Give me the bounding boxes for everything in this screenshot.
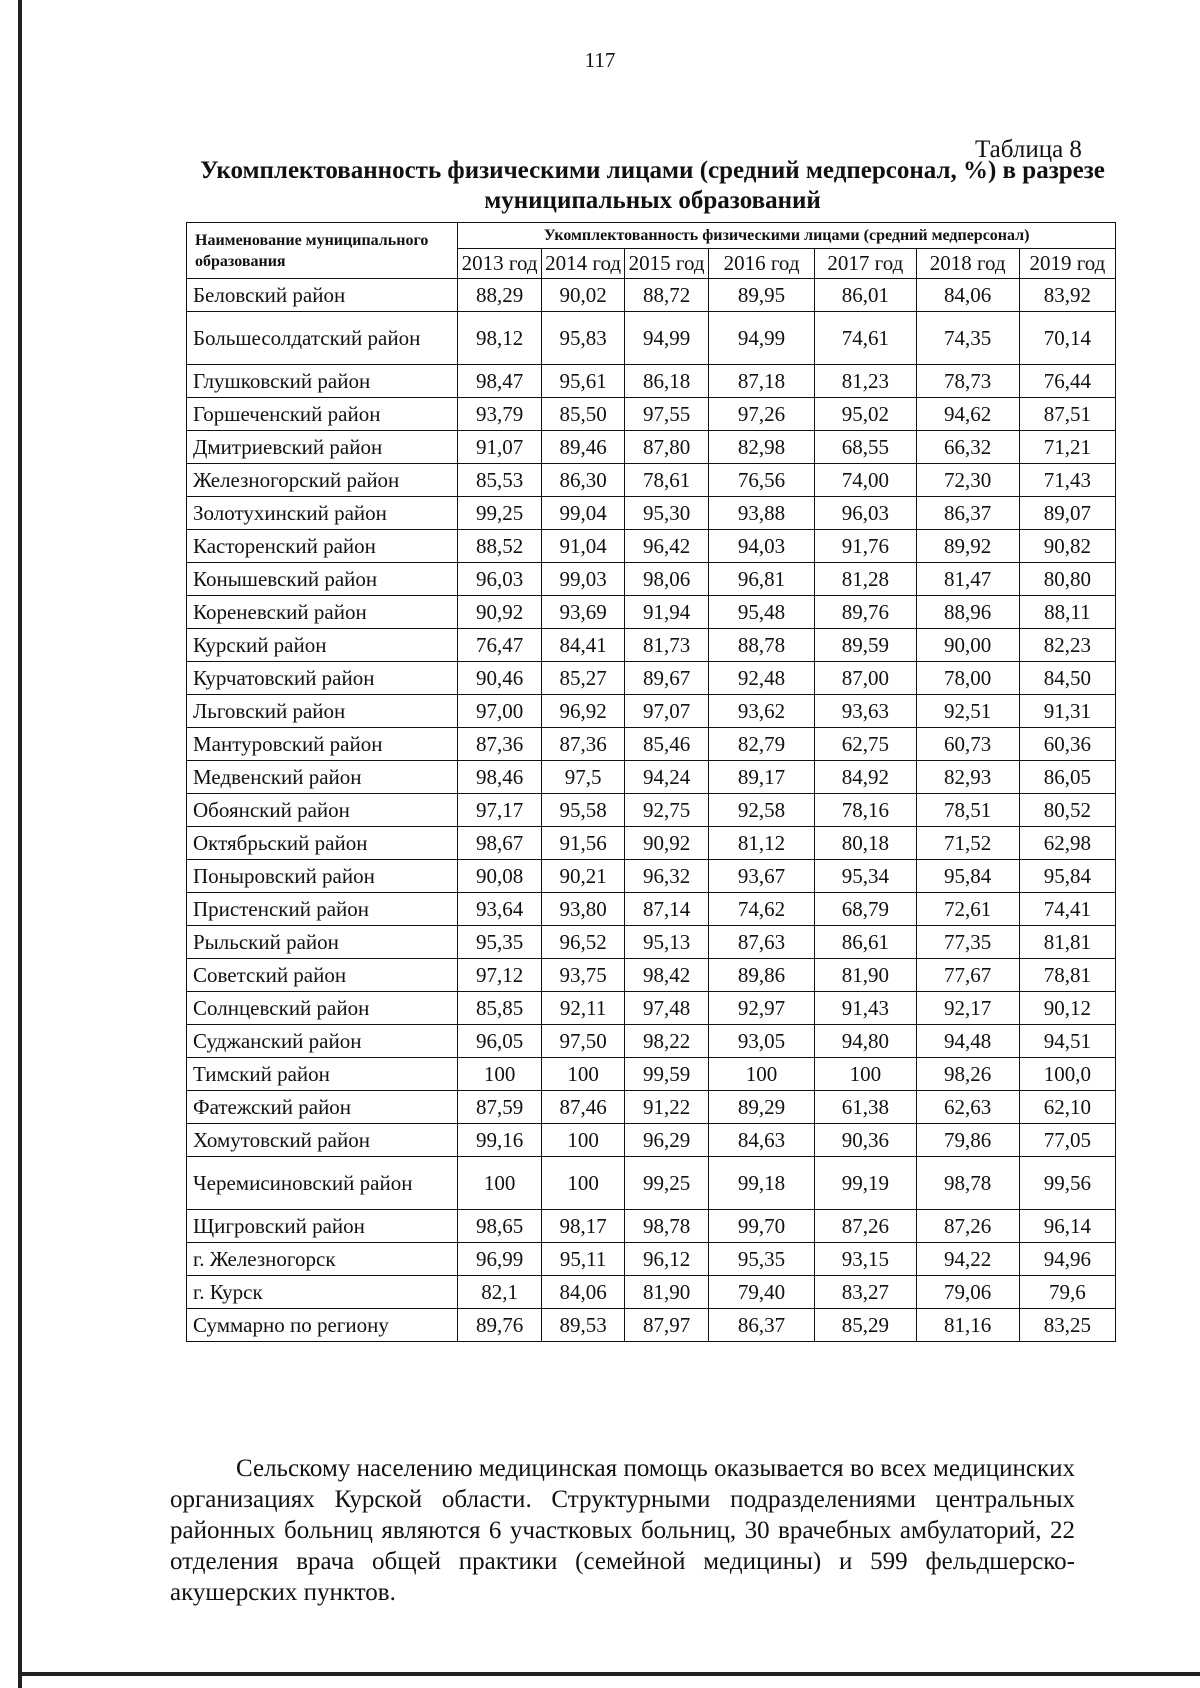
table-row [187, 992, 1116, 1025]
district-name-cell: Суджанский район [187, 1025, 458, 1058]
value-cell: 84,63 [708, 1124, 814, 1157]
value-cell: 74,62 [708, 893, 814, 926]
value-cell: 91,56 [541, 827, 624, 860]
value-cell: 79,86 [916, 1124, 1019, 1157]
district-name-cell: Касторенский район [187, 530, 458, 563]
year-header: 2013 год [458, 249, 541, 279]
value-cell: 81,12 [708, 827, 814, 860]
year-header: 2017 год [815, 249, 916, 279]
district-name-cell: г. Курск [187, 1276, 458, 1309]
value-cell: 88,52 [458, 530, 541, 563]
year-header: 2016 год [708, 249, 814, 279]
value-cell: 86,18 [625, 365, 708, 398]
value-cell: 94,03 [708, 530, 814, 563]
value-cell: 96,14 [1019, 1210, 1115, 1243]
table-row [187, 926, 1116, 959]
value-cell: 96,92 [541, 695, 624, 728]
scan-edge-bottom [18, 1672, 1200, 1676]
value-cell: 99,59 [625, 1058, 708, 1091]
value-cell: 96,32 [625, 860, 708, 893]
value-cell: 94,99 [625, 312, 708, 365]
value-cell: 70,14 [1019, 312, 1115, 365]
district-name-cell: Курский район [187, 629, 458, 662]
value-cell: 77,05 [1019, 1124, 1115, 1157]
value-cell: 87,51 [1019, 398, 1115, 431]
table-row [187, 1124, 1116, 1157]
value-cell: 86,37 [916, 497, 1019, 530]
value-cell: 84,06 [916, 279, 1019, 312]
table-header-row [187, 223, 1116, 249]
table-row [187, 279, 1116, 312]
value-cell: 74,41 [1019, 893, 1115, 926]
value-cell: 83,92 [1019, 279, 1115, 312]
value-cell: 87,14 [625, 893, 708, 926]
value-cell: 88,11 [1019, 596, 1115, 629]
value-cell: 93,80 [541, 893, 624, 926]
value-cell: 90,36 [815, 1124, 916, 1157]
value-cell: 90,12 [1019, 992, 1115, 1025]
value-cell: 91,31 [1019, 695, 1115, 728]
year-header: 2018 год [916, 249, 1019, 279]
value-cell: 86,05 [1019, 761, 1115, 794]
value-cell: 99,25 [458, 497, 541, 530]
value-cell: 78,81 [1019, 959, 1115, 992]
table-row [187, 761, 1116, 794]
table-row [187, 563, 1116, 596]
value-cell: 82,93 [916, 761, 1019, 794]
value-cell: 71,52 [916, 827, 1019, 860]
table-row [187, 959, 1116, 992]
value-cell: 91,43 [815, 992, 916, 1025]
value-cell: 97,50 [541, 1025, 624, 1058]
value-cell: 94,48 [916, 1025, 1019, 1058]
value-cell: 83,27 [815, 1276, 916, 1309]
value-cell: 62,10 [1019, 1091, 1115, 1124]
value-cell: 96,12 [625, 1243, 708, 1276]
value-cell: 90,92 [458, 596, 541, 629]
value-cell: 85,53 [458, 464, 541, 497]
value-cell: 85,27 [541, 662, 624, 695]
value-cell: 90,21 [541, 860, 624, 893]
value-cell: 95,48 [708, 596, 814, 629]
value-cell: 98,65 [458, 1210, 541, 1243]
value-cell: 81,16 [916, 1309, 1019, 1342]
district-name-cell: Льговский район [187, 695, 458, 728]
value-cell: 96,52 [541, 926, 624, 959]
table-row [187, 794, 1116, 827]
value-cell: 93,67 [708, 860, 814, 893]
table-row [187, 662, 1116, 695]
value-cell: 93,05 [708, 1025, 814, 1058]
value-cell: 96,99 [458, 1243, 541, 1276]
district-name-cell: Поныровский район [187, 860, 458, 893]
district-name-cell: Рыльский район [187, 926, 458, 959]
value-cell: 80,18 [815, 827, 916, 860]
value-cell: 87,97 [625, 1309, 708, 1342]
district-name-cell: Большесолдатский район [187, 312, 458, 365]
value-cell: 92,48 [708, 662, 814, 695]
value-cell: 92,97 [708, 992, 814, 1025]
value-cell: 86,61 [815, 926, 916, 959]
value-cell: 71,43 [1019, 464, 1115, 497]
district-name-cell: Беловский район [187, 279, 458, 312]
value-cell: 77,67 [916, 959, 1019, 992]
value-cell: 80,52 [1019, 794, 1115, 827]
value-cell: 74,61 [815, 312, 916, 365]
year-header: 2019 год [1019, 249, 1115, 279]
value-cell: 89,29 [708, 1091, 814, 1124]
table-row [187, 629, 1116, 662]
value-cell: 99,56 [1019, 1157, 1115, 1210]
value-cell: 94,24 [625, 761, 708, 794]
value-cell: 85,50 [541, 398, 624, 431]
value-cell: 96,42 [625, 530, 708, 563]
staffing-table [186, 222, 1116, 1342]
district-name-cell: Железногорский район [187, 464, 458, 497]
value-cell: 98,06 [625, 563, 708, 596]
value-cell: 88,96 [916, 596, 1019, 629]
table-row [187, 860, 1116, 893]
value-cell: 98,17 [541, 1210, 624, 1243]
value-cell: 87,26 [815, 1210, 916, 1243]
value-cell: 89,86 [708, 959, 814, 992]
value-cell: 93,63 [815, 695, 916, 728]
value-cell: 79,06 [916, 1276, 1019, 1309]
value-cell: 76,47 [458, 629, 541, 662]
value-cell: 87,18 [708, 365, 814, 398]
table-row [187, 464, 1116, 497]
value-cell: 87,36 [458, 728, 541, 761]
table-row [187, 827, 1116, 860]
value-cell: 76,44 [1019, 365, 1115, 398]
value-cell: 62,98 [1019, 827, 1115, 860]
table-row [187, 1243, 1116, 1276]
district-name-cell: Обоянский район [187, 794, 458, 827]
value-cell: 78,61 [625, 464, 708, 497]
paragraph-text: Сельскому населению медицинская помощь оказывается во всех медицинских организациях Курской области. Структурными подразделениями центральных районных больниц являются 6 участковых больниц, 30 врачебных амбулаторий, 22 отделения врача общей практики (семейной медицины) и 599 фельдшерско-акушерских пунктов. [170, 1455, 1075, 1606]
value-cell: 78,16 [815, 794, 916, 827]
value-cell: 100 [458, 1058, 541, 1091]
value-cell: 89,53 [541, 1309, 624, 1342]
value-cell: 95,84 [916, 860, 1019, 893]
value-cell: 88,29 [458, 279, 541, 312]
value-cell: 90,92 [625, 827, 708, 860]
value-cell: 100 [541, 1058, 624, 1091]
table-row [187, 1276, 1116, 1309]
value-cell: 100,0 [1019, 1058, 1115, 1091]
value-cell: 99,18 [708, 1157, 814, 1210]
value-cell: 92,51 [916, 695, 1019, 728]
value-cell: 92,58 [708, 794, 814, 827]
value-cell: 97,5 [541, 761, 624, 794]
table-row [187, 312, 1116, 365]
value-cell: 81,90 [625, 1276, 708, 1309]
district-name-cell: Медвенский район [187, 761, 458, 794]
value-cell: 78,51 [916, 794, 1019, 827]
table-row [187, 431, 1116, 464]
table-row [187, 1025, 1116, 1058]
value-cell: 98,78 [916, 1157, 1019, 1210]
value-cell: 60,73 [916, 728, 1019, 761]
table-row [187, 1210, 1116, 1243]
table-row [187, 530, 1116, 563]
value-cell: 94,51 [1019, 1025, 1115, 1058]
value-cell: 87,80 [625, 431, 708, 464]
value-cell: 95,30 [625, 497, 708, 530]
value-cell: 95,83 [541, 312, 624, 365]
value-cell: 98,26 [916, 1058, 1019, 1091]
value-cell: 90,00 [916, 629, 1019, 662]
table-row [187, 1091, 1116, 1124]
value-cell: 100 [541, 1124, 624, 1157]
value-cell: 96,81 [708, 563, 814, 596]
value-cell: 71,21 [1019, 431, 1115, 464]
table-title: Укомплектованность физическими лицами (средний медперсонал, %) в разрезе муниципальных образований [200, 157, 1105, 214]
value-cell: 93,75 [541, 959, 624, 992]
value-cell: 98,78 [625, 1210, 708, 1243]
value-cell: 81,47 [916, 563, 1019, 596]
table-row [187, 1157, 1116, 1210]
value-cell: 100 [815, 1058, 916, 1091]
value-cell: 97,26 [708, 398, 814, 431]
table-row [187, 497, 1116, 530]
value-cell: 100 [708, 1058, 814, 1091]
value-cell: 94,99 [708, 312, 814, 365]
value-cell: 96,03 [458, 563, 541, 596]
value-cell: 89,67 [625, 662, 708, 695]
value-cell: 99,04 [541, 497, 624, 530]
value-cell: 99,70 [708, 1210, 814, 1243]
value-cell: 98,47 [458, 365, 541, 398]
value-cell: 84,92 [815, 761, 916, 794]
value-cell: 90,46 [458, 662, 541, 695]
value-cell: 66,32 [916, 431, 1019, 464]
value-cell: 74,35 [916, 312, 1019, 365]
year-header: 2015 год [625, 249, 708, 279]
district-name-cell: Мантуровский район [187, 728, 458, 761]
value-cell: 97,55 [625, 398, 708, 431]
district-name-cell: Советский район [187, 959, 458, 992]
value-cell: 99,16 [458, 1124, 541, 1157]
district-name-cell: Солнцевский район [187, 992, 458, 1025]
value-cell: 92,11 [541, 992, 624, 1025]
value-cell: 89,95 [708, 279, 814, 312]
value-cell: 97,00 [458, 695, 541, 728]
table-row [187, 1309, 1116, 1342]
value-cell: 94,80 [815, 1025, 916, 1058]
value-cell: 96,29 [625, 1124, 708, 1157]
value-cell: 87,36 [541, 728, 624, 761]
value-cell: 86,30 [541, 464, 624, 497]
district-name-cell: Щигровский район [187, 1210, 458, 1243]
value-cell: 93,15 [815, 1243, 916, 1276]
value-cell: 99,03 [541, 563, 624, 596]
value-cell: 95,61 [541, 365, 624, 398]
body-paragraph [170, 1453, 1075, 1608]
district-name-cell: Глушковский район [187, 365, 458, 398]
value-cell: 82,79 [708, 728, 814, 761]
value-cell: 92,75 [625, 794, 708, 827]
value-cell: 99,19 [815, 1157, 916, 1210]
value-cell: 97,17 [458, 794, 541, 827]
value-cell: 82,98 [708, 431, 814, 464]
value-cell: 81,73 [625, 629, 708, 662]
value-cell: 98,12 [458, 312, 541, 365]
value-cell: 62,75 [815, 728, 916, 761]
district-name-cell: Кореневский район [187, 596, 458, 629]
value-cell: 81,90 [815, 959, 916, 992]
value-cell: 100 [541, 1157, 624, 1210]
value-cell: 81,23 [815, 365, 916, 398]
table-label: Таблица 8 [975, 136, 1082, 163]
value-cell: 85,29 [815, 1309, 916, 1342]
value-cell: 90,08 [458, 860, 541, 893]
value-cell: 91,22 [625, 1091, 708, 1124]
value-cell: 87,26 [916, 1210, 1019, 1243]
group-column-header: Укомплектованность физическими лицами (средний медперсонал) [458, 223, 1116, 249]
value-cell: 62,63 [916, 1091, 1019, 1124]
value-cell: 74,00 [815, 464, 916, 497]
value-cell: 86,37 [708, 1309, 814, 1342]
district-name-cell: Горшеченский район [187, 398, 458, 431]
value-cell: 97,48 [625, 992, 708, 1025]
value-cell: 82,23 [1019, 629, 1115, 662]
value-cell: 95,35 [458, 926, 541, 959]
value-cell: 89,17 [708, 761, 814, 794]
district-name-cell: Черемисиновский район [187, 1157, 458, 1210]
value-cell: 94,22 [916, 1243, 1019, 1276]
value-cell: 92,17 [916, 992, 1019, 1025]
district-name-cell: Конышевский район [187, 563, 458, 596]
value-cell: 95,35 [708, 1243, 814, 1276]
table-row [187, 695, 1116, 728]
value-cell: 79,40 [708, 1276, 814, 1309]
value-cell: 60,36 [1019, 728, 1115, 761]
value-cell: 93,62 [708, 695, 814, 728]
value-cell: 89,92 [916, 530, 1019, 563]
table-row [187, 893, 1116, 926]
value-cell: 78,73 [916, 365, 1019, 398]
value-cell: 81,81 [1019, 926, 1115, 959]
district-name-cell: Октябрьский район [187, 827, 458, 860]
district-name-cell: Курчатовский район [187, 662, 458, 695]
value-cell: 93,69 [541, 596, 624, 629]
value-cell: 77,35 [916, 926, 1019, 959]
district-name-cell: Тимский район [187, 1058, 458, 1091]
value-cell: 95,11 [541, 1243, 624, 1276]
year-header: 2014 год [541, 249, 624, 279]
value-cell: 82,1 [458, 1276, 541, 1309]
value-cell: 88,72 [625, 279, 708, 312]
district-name-cell: Фатежский район [187, 1091, 458, 1124]
value-cell: 100 [458, 1157, 541, 1210]
value-cell: 93,79 [458, 398, 541, 431]
value-cell: 98,42 [625, 959, 708, 992]
value-cell: 61,38 [815, 1091, 916, 1124]
table-row [187, 1058, 1116, 1091]
value-cell: 91,94 [625, 596, 708, 629]
value-cell: 80,80 [1019, 563, 1115, 596]
value-cell: 95,84 [1019, 860, 1115, 893]
value-cell: 89,46 [541, 431, 624, 464]
scan-edge-left [18, 0, 22, 1688]
value-cell: 90,02 [541, 279, 624, 312]
value-cell: 84,41 [541, 629, 624, 662]
table-row [187, 728, 1116, 761]
value-cell: 98,67 [458, 827, 541, 860]
district-name-cell: Дмитриевский район [187, 431, 458, 464]
value-cell: 89,76 [815, 596, 916, 629]
value-cell: 96,05 [458, 1025, 541, 1058]
value-cell: 87,59 [458, 1091, 541, 1124]
value-cell: 94,96 [1019, 1243, 1115, 1276]
value-cell: 93,64 [458, 893, 541, 926]
value-cell: 83,25 [1019, 1309, 1115, 1342]
value-cell: 98,22 [625, 1025, 708, 1058]
value-cell: 91,07 [458, 431, 541, 464]
page-number: 117 [584, 48, 616, 72]
value-cell: 91,04 [541, 530, 624, 563]
value-cell: 93,88 [708, 497, 814, 530]
value-cell: 72,61 [916, 893, 1019, 926]
district-name-cell: Золотухинский район [187, 497, 458, 530]
value-cell: 84,06 [541, 1276, 624, 1309]
value-cell: 86,01 [815, 279, 916, 312]
value-cell: 79,6 [1019, 1276, 1115, 1309]
value-cell: 95,58 [541, 794, 624, 827]
value-cell: 68,55 [815, 431, 916, 464]
value-cell: 85,85 [458, 992, 541, 1025]
table-body [187, 279, 1116, 1342]
value-cell: 85,46 [625, 728, 708, 761]
district-name-cell: г. Железногорск [187, 1243, 458, 1276]
value-cell: 76,56 [708, 464, 814, 497]
district-name-cell: Хомутовский район [187, 1124, 458, 1157]
value-cell: 78,00 [916, 662, 1019, 695]
value-cell: 89,59 [815, 629, 916, 662]
name-column-header: Наименование муниципального образования [187, 223, 458, 279]
value-cell: 95,13 [625, 926, 708, 959]
value-cell: 96,03 [815, 497, 916, 530]
value-cell: 99,25 [625, 1157, 708, 1210]
district-name-cell: Пристенский район [187, 893, 458, 926]
value-cell: 89,07 [1019, 497, 1115, 530]
district-name-cell: Суммарно по региону [187, 1309, 458, 1342]
table-row [187, 398, 1116, 431]
table-row [187, 596, 1116, 629]
value-cell: 95,02 [815, 398, 916, 431]
value-cell: 97,07 [625, 695, 708, 728]
value-cell: 95,34 [815, 860, 916, 893]
value-cell: 94,62 [916, 398, 1019, 431]
value-cell: 81,28 [815, 563, 916, 596]
value-cell: 91,76 [815, 530, 916, 563]
value-cell: 87,00 [815, 662, 916, 695]
value-cell: 84,50 [1019, 662, 1115, 695]
value-cell: 97,12 [458, 959, 541, 992]
value-cell: 87,63 [708, 926, 814, 959]
value-cell: 98,46 [458, 761, 541, 794]
value-cell: 68,79 [815, 893, 916, 926]
value-cell: 87,46 [541, 1091, 624, 1124]
value-cell: 88,78 [708, 629, 814, 662]
table-row [187, 365, 1116, 398]
value-cell: 72,30 [916, 464, 1019, 497]
value-cell: 89,76 [458, 1309, 541, 1342]
value-cell: 90,82 [1019, 530, 1115, 563]
